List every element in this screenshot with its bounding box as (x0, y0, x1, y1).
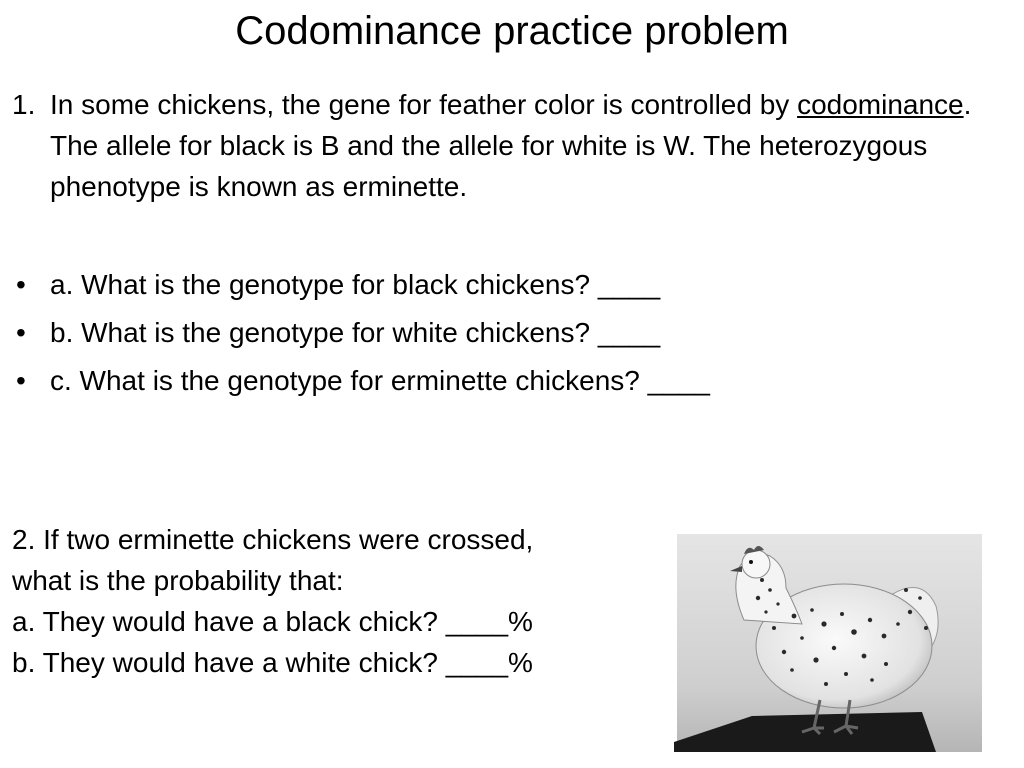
erminette-chicken-photo (674, 528, 982, 752)
problem-1 (12, 84, 1002, 207)
problem-2 (12, 519, 662, 683)
question-list (12, 264, 1002, 408)
question-item (12, 264, 1002, 305)
question-text: b. What is the genotype for white chickens? ____ (50, 317, 661, 348)
question-text: c. What is the genotype for erminette chickens? ____ (50, 365, 710, 396)
photo-left-border (674, 528, 677, 752)
chicken-eye (749, 560, 753, 564)
problem-2-question-a: a. They would have a black chick? ____% (12, 606, 533, 637)
bullet-icon: • (16, 269, 26, 300)
problem-1-text-before: In some chickens, the gene for feather color is controlled by (50, 89, 798, 120)
bullet-icon: • (16, 317, 26, 348)
problem-2-line: what is the probability that: (12, 565, 344, 596)
photo-top-border (674, 528, 982, 534)
chicken-head (742, 550, 770, 578)
bullet-icon: • (16, 365, 26, 396)
problem-1-term: codominance (797, 89, 964, 120)
question-text: a. What is the genotype for black chickens? ____ (50, 269, 661, 300)
question-item (12, 312, 1002, 353)
problem-1-text-after: . The allele for black is B and the allele for white is W. The heterozygous phenotype is known as erminette. (50, 89, 972, 202)
problem-1-paragraph (12, 84, 1002, 207)
question-item (12, 360, 1002, 401)
chicken-illustration (674, 528, 982, 752)
problem-1-number: 1. (12, 89, 36, 120)
slide-title: Codominance practice problem (235, 9, 789, 53)
problem-2-question-b: b. They would have a white chick? ____% (12, 647, 533, 678)
problem-2-line: 2. If two erminette chickens were crossed, (12, 524, 534, 555)
